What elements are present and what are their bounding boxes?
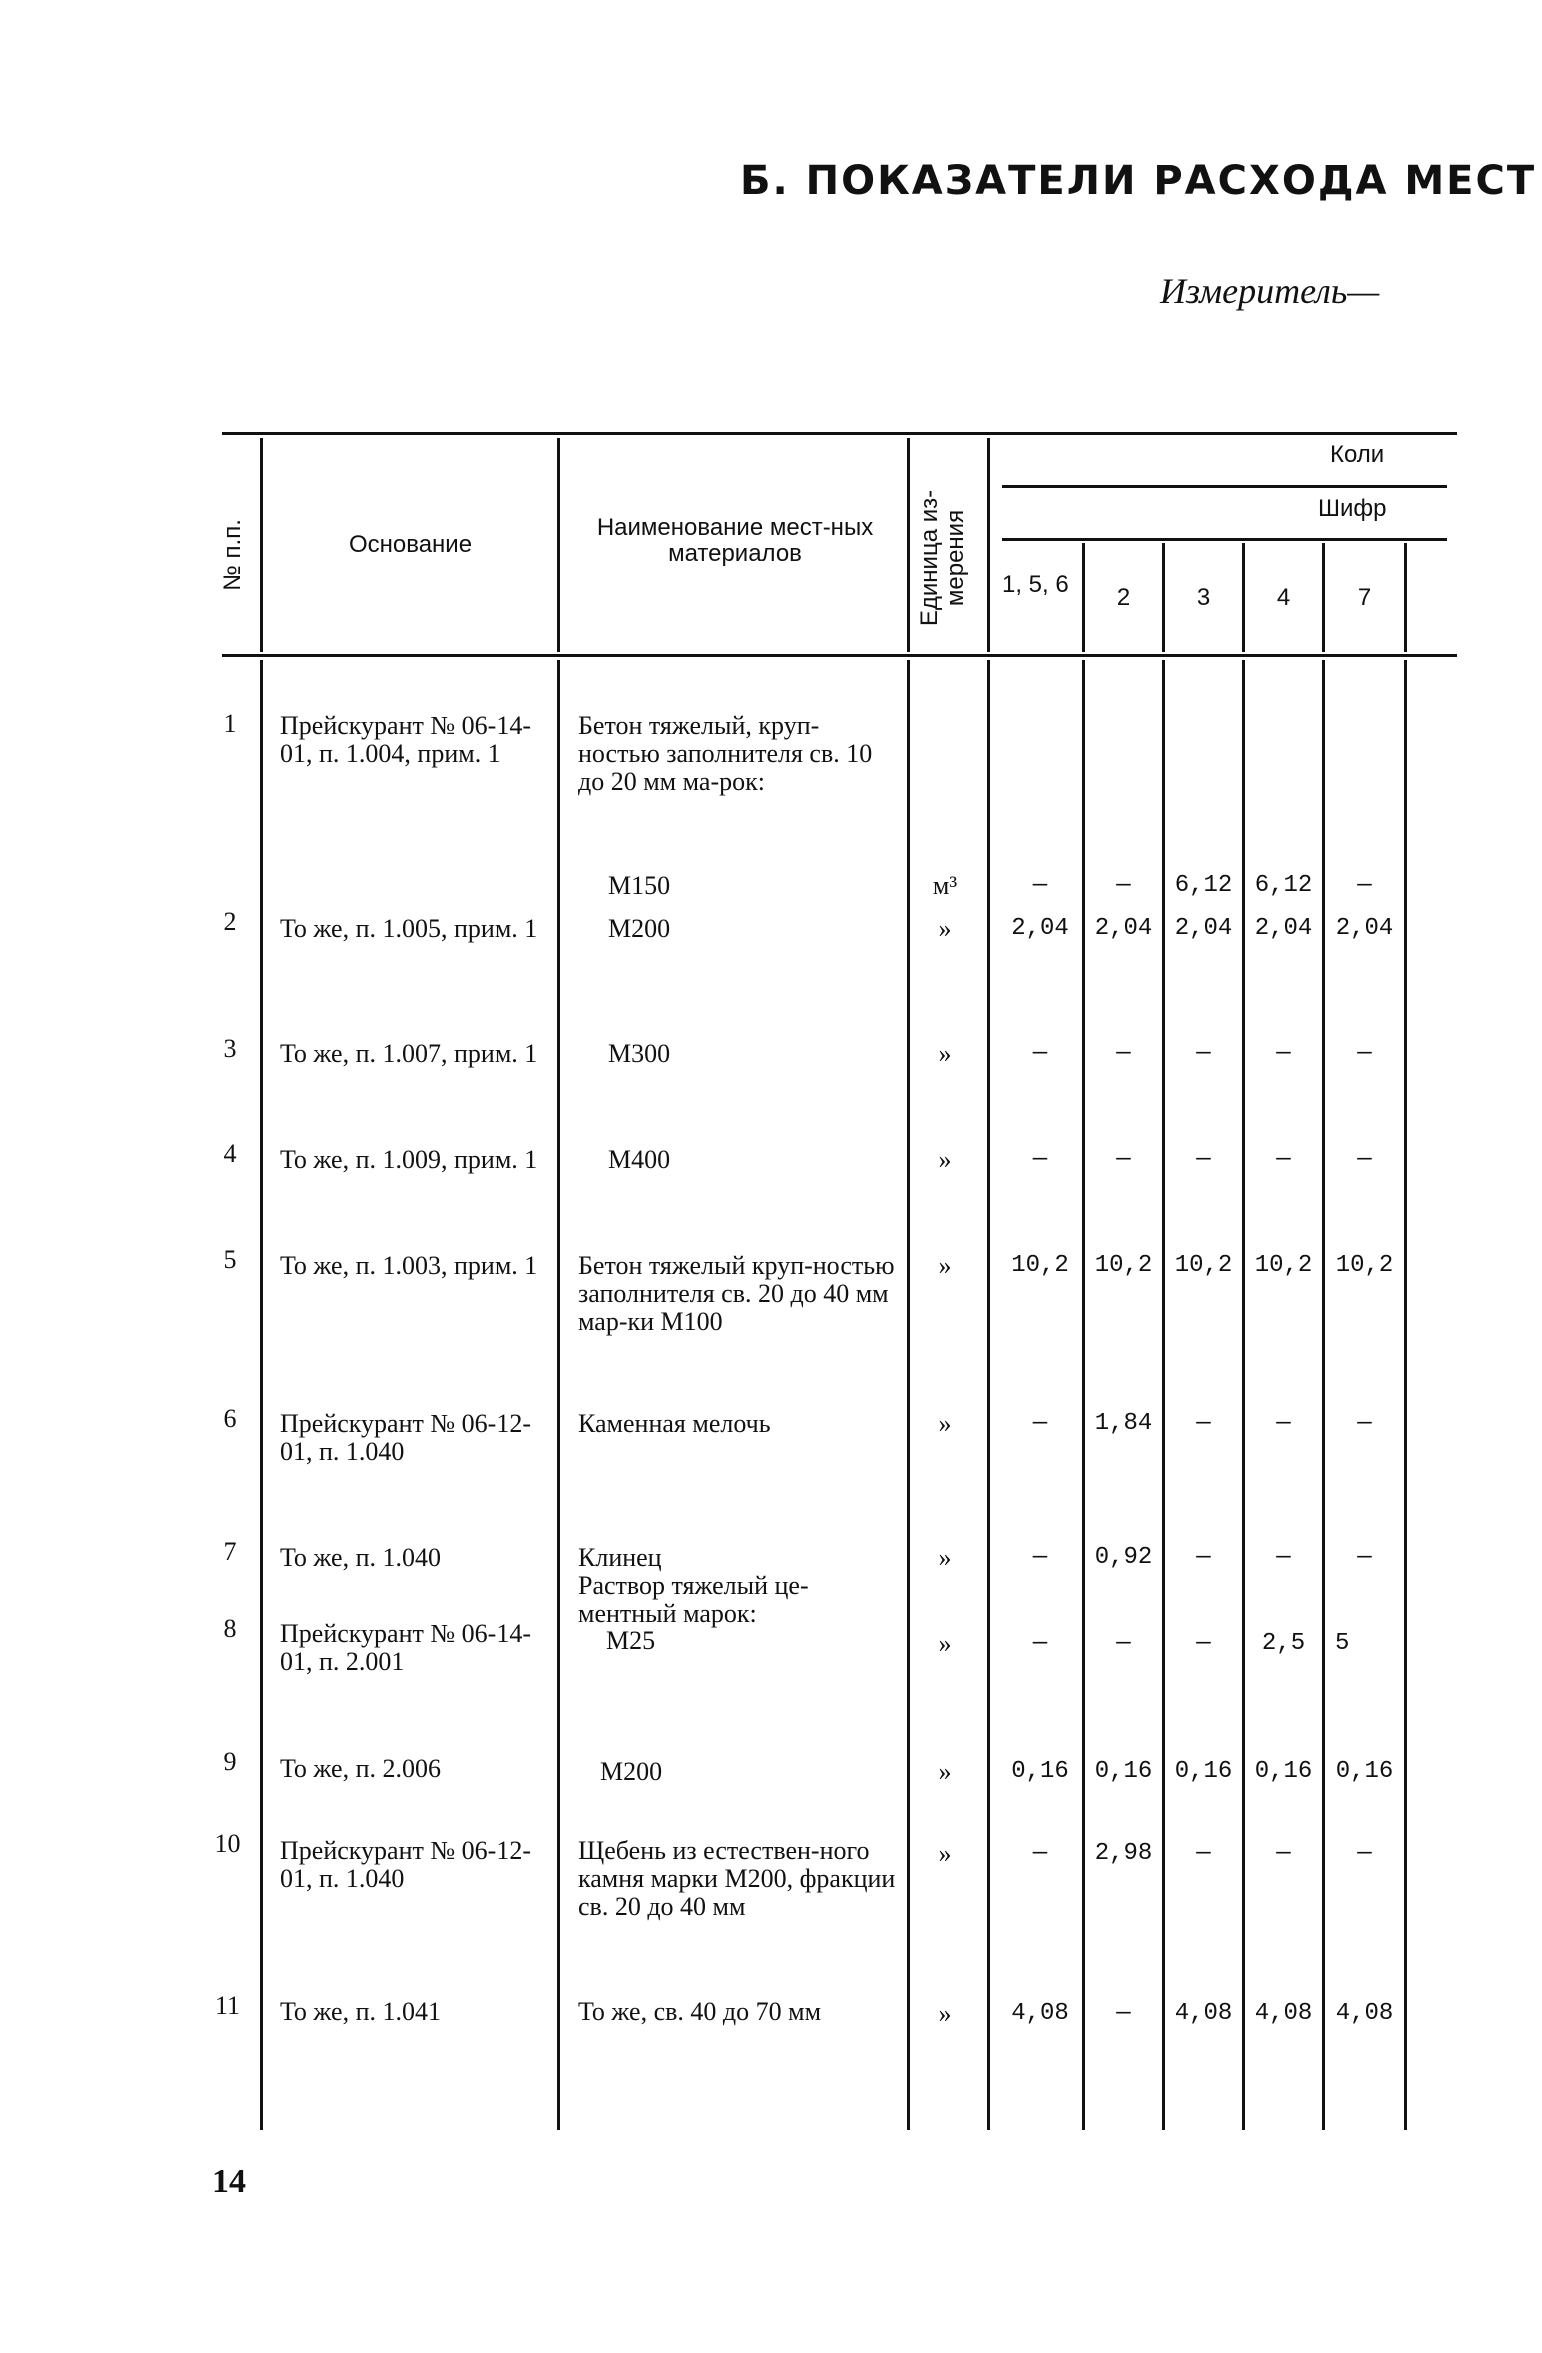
- row-number: 3: [223, 1034, 237, 1063]
- row-value: —: [1116, 1630, 1131, 1657]
- row-value: 10,2: [1174, 1252, 1233, 1279]
- row-number: 10: [214, 1829, 241, 1858]
- row-value: 0,16: [1011, 1758, 1069, 1785]
- row-basis: То же, п. 1.041: [280, 1997, 442, 2026]
- row-value: —: [1032, 1840, 1048, 1867]
- row-value: 2,98: [1094, 1840, 1153, 1867]
- row-name: Бетон тяжелый, круп-ностью заполнителя св. 10 до 20 мм ма-рок:: [578, 711, 873, 796]
- row-unit: »: [938, 1757, 952, 1786]
- row-value: 0,92: [1094, 1544, 1153, 1571]
- row-value: —: [1032, 1040, 1048, 1067]
- row-number: 1: [223, 709, 237, 738]
- row-value: —: [1276, 1410, 1291, 1437]
- page-number: 14: [212, 2163, 246, 2200]
- header-vline: [1404, 543, 1407, 652]
- row-value: —: [1116, 1040, 1131, 1067]
- row-name: Щебень из естествен-ного камня марки М200, фракции св. 20 до 40 мм: [578, 1836, 896, 1921]
- header-vline: [987, 438, 990, 652]
- row-name: То же, св. 40 до 70 мм: [578, 1997, 822, 2026]
- row-number: 2: [223, 907, 237, 936]
- row-basis: Прейскурант № 06-14-01, п. 1.004, прим. 1: [280, 711, 531, 768]
- row-value: —: [1032, 872, 1048, 899]
- body-vline: [1404, 660, 1407, 2130]
- header-vline: [907, 438, 910, 652]
- col-sub-2: 2: [1116, 584, 1131, 611]
- row-value: —: [1357, 1840, 1372, 1867]
- row-value: 2,04: [1011, 915, 1069, 942]
- row-number: 4: [223, 1139, 237, 1168]
- col-name-header: Наименование мест-ных материалов: [596, 514, 874, 567]
- row-unit: »: [938, 1145, 952, 1174]
- row-basis: Прейскурант № 06-12-01, п. 1.040: [280, 1409, 531, 1466]
- table-top-rule: [222, 432, 1457, 435]
- row-unit: »: [938, 1251, 952, 1280]
- row-basis: То же, п. 2.006: [280, 1754, 442, 1783]
- row-value: —: [1196, 1630, 1211, 1657]
- body-vline: [907, 660, 910, 2130]
- row-value: 2,04: [1254, 915, 1313, 942]
- row-value: —: [1196, 1040, 1211, 1067]
- col-basis-header: Основание: [348, 531, 473, 558]
- row-value: —: [1276, 1146, 1291, 1173]
- row-value: —: [1357, 1410, 1372, 1437]
- row-basis: То же, п. 1.007, прим. 1: [280, 1039, 538, 1068]
- row-value: 2,04: [1335, 915, 1394, 942]
- row-value: 6,12: [1174, 872, 1233, 899]
- col-sub-3: 3: [1196, 584, 1211, 611]
- row-number: 8: [223, 1614, 237, 1643]
- row-unit: »: [938, 1543, 952, 1572]
- row-value: 0,16: [1335, 1758, 1394, 1785]
- col-group-header: Коли: [1330, 441, 1385, 468]
- subgroup-rule: [1002, 538, 1447, 541]
- row-value: 4,08: [1335, 2000, 1394, 2027]
- row-name: Бетон тяжелый круп-ностью заполнителя св. 20 до 40 мм мар-ки М100: [578, 1251, 895, 1336]
- row-value: —: [1196, 1544, 1211, 1571]
- row-name: Каменная мелочь: [578, 1409, 771, 1438]
- body-vline: [557, 660, 560, 2130]
- col-sub-1: 1, 5, 6: [1002, 571, 1069, 598]
- row-value: 4,08: [1174, 2000, 1233, 2027]
- col-subgroup-header: Шифр: [1318, 495, 1387, 522]
- row-value: 10,2: [1254, 1252, 1313, 1279]
- row-value: —: [1276, 1040, 1291, 1067]
- row-value: 2,5: [1261, 1630, 1306, 1657]
- header-vline: [557, 438, 560, 652]
- row-basis: Прейскурант № 06-12-01, п. 1.040: [280, 1836, 531, 1893]
- row-value: —: [1357, 872, 1372, 899]
- row-value: —: [1196, 1840, 1211, 1867]
- row-number: 11: [214, 1991, 241, 2020]
- row-name: М400: [608, 1145, 671, 1174]
- table-header-bottom-rule: [222, 654, 1457, 657]
- row-value: 2,04: [1174, 915, 1233, 942]
- row-value: —: [1196, 1146, 1211, 1173]
- row-name: М200: [608, 914, 671, 943]
- row-value: 0,16: [1174, 1758, 1233, 1785]
- row-number: 5: [223, 1245, 237, 1274]
- row-name: М200: [600, 1757, 663, 1786]
- row-basis: То же, п. 1.040: [280, 1543, 442, 1572]
- body-vline: [260, 660, 263, 2130]
- row-value: —: [1116, 872, 1131, 899]
- row-value: —: [1276, 1840, 1291, 1867]
- row-unit: »: [938, 1999, 952, 2028]
- row-name: М25: [606, 1626, 656, 1655]
- row-unit: »: [938, 1839, 952, 1868]
- row-value: —: [1276, 1544, 1291, 1571]
- row-value: —: [1196, 1410, 1211, 1437]
- row-unit: »: [938, 914, 952, 943]
- row-value: 6,12: [1254, 872, 1313, 899]
- row-value: —: [1032, 1410, 1048, 1437]
- row-value: —: [1032, 1146, 1048, 1173]
- row-number: 9: [223, 1747, 237, 1776]
- row-basis: То же, п. 1.005, прим. 1: [280, 914, 538, 943]
- row-unit: »: [938, 1409, 952, 1438]
- row-value: 10,2: [1335, 1252, 1394, 1279]
- header-vline: [260, 438, 263, 652]
- col-unit-header: Единица из-мерения: [916, 489, 969, 627]
- row-name: М150: [608, 871, 671, 900]
- row-value: 4,08: [1011, 2000, 1069, 2027]
- row-value: —: [1116, 2000, 1131, 2027]
- body-vline: [987, 660, 990, 2130]
- col-sub-5: 7: [1357, 584, 1372, 611]
- row-value: —: [1357, 1146, 1372, 1173]
- row-name: М300: [608, 1039, 671, 1068]
- row-basis: Прейскурант № 06-14-01, п. 2.001: [280, 1619, 531, 1676]
- row-value: —: [1116, 1146, 1131, 1173]
- col-num-header: № п.п.: [219, 519, 246, 591]
- row-unit: »: [938, 1629, 952, 1658]
- page-title: Б. ПОКАЗАТЕЛИ РАСХОДА МЕСТ: [740, 158, 1537, 204]
- measure-subtitle: Измеритель—: [1160, 271, 1380, 311]
- row-unit: м³: [932, 871, 958, 900]
- row-value: —: [1357, 1544, 1372, 1571]
- row-value: —: [1032, 1544, 1048, 1571]
- row-number: 7: [223, 1537, 237, 1566]
- row-value: 0,16: [1254, 1758, 1313, 1785]
- group-rule: [1002, 485, 1447, 488]
- row-value: 2,04: [1094, 915, 1153, 942]
- row-unit: »: [938, 1039, 952, 1068]
- row-value: —: [1357, 1040, 1372, 1067]
- row-number: 6: [223, 1404, 237, 1433]
- row-value: 0,16: [1094, 1758, 1153, 1785]
- row-value: 10,2: [1011, 1252, 1069, 1279]
- row-name: Клинец: [578, 1543, 662, 1572]
- row-name: Раствор тяжелый це-ментный марок:: [578, 1571, 809, 1628]
- row-value: 1,84: [1094, 1410, 1153, 1437]
- col-sub-4: 4: [1276, 584, 1291, 611]
- row-basis: То же, п. 1.009, прим. 1: [280, 1145, 538, 1174]
- row-value: —: [1032, 1630, 1048, 1657]
- row-basis: То же, п. 1.003, прим. 1: [280, 1251, 538, 1280]
- row-value: 5: [1335, 1630, 1350, 1657]
- row-value: 10,2: [1094, 1252, 1153, 1279]
- row-value: 4,08: [1254, 2000, 1313, 2027]
